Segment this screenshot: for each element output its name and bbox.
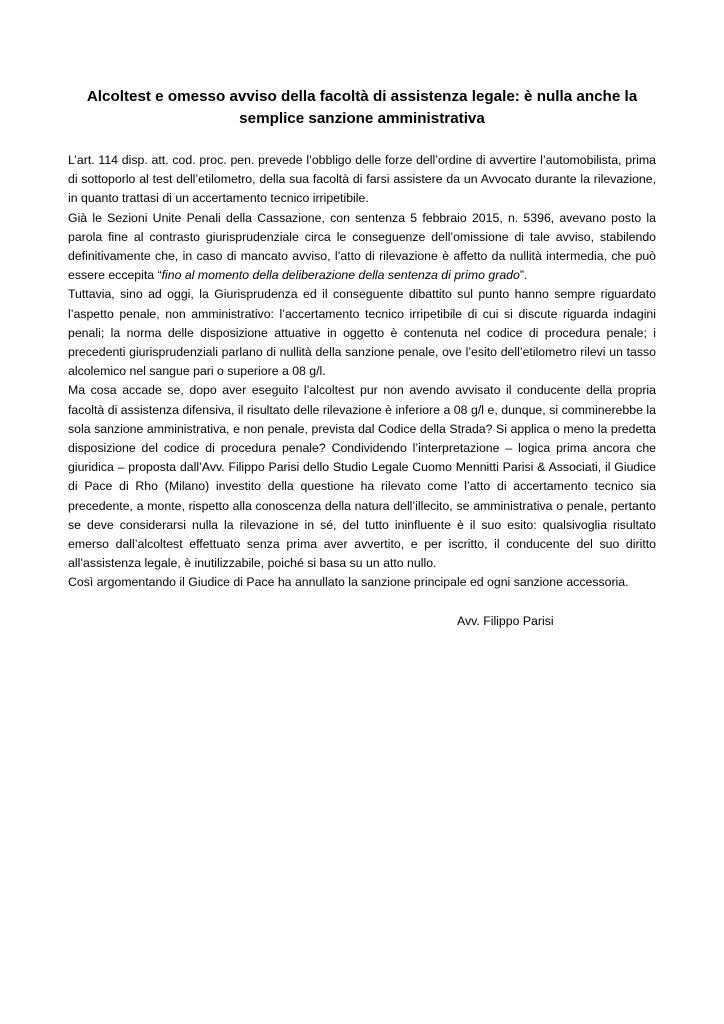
document-body: [68, 151, 656, 593]
paragraph-5: Così argomentando il Giudice di Pace ha annullato la sanzione principale ed ogni sanzione accessoria.: [68, 575, 629, 590]
document-title: [68, 86, 656, 130]
paragraph-2: [68, 209, 656, 286]
title-line-2: semplice sanzione amministrativa: [239, 110, 485, 127]
title-line-1: Alcoltest e omesso avviso della facoltà di assistenza legale: è nulla anche la: [86, 88, 638, 105]
paragraph-2-quote: fino al momento della deliberazione della sentenza di primo grado: [161, 268, 520, 283]
paragraph-1: L’art. 114 disp. att. cod. proc. pen. prevede l’obbligo delle forze dell’ordine di avvertire l’automobilista, prima di sottoporlo al test dell’etilometro, della sua facoltà di farsi assistere da un Avvocato durante la rilevazione, in quanto trattasi di un accertamento tecnico irripetibile.: [68, 153, 656, 206]
paragraph-4: Ma cosa accade se, dopo aver eseguito l’alcoltest pur non avendo avvisato il conducente della propria facoltà di assistenza difensiva, il risultato delle rilevazione è inferiore a 08 g/l e, dunque, si comminerebbe la sola sanzione amministrativa, e non penale, prevista dal Codice della Strada? Si applica o meno la predetta disposizione del codice di procedura penale? Condividendo l’interpretazione – logica prima ancora che giuridica – proposta dall’Avv. Filippo Parisi dello Studio Legale Cuomo Mennitti Parisi & Associati, il Giudice di Pace di Rho (Milano) investito della questione ha rilevato come l’atto di accertamento tecnico sia precedente, a monte, rispetto alla conoscenza della natura dell’illecito, se amministrativa o penale, pertanto se deve considerarsi nulla la rilevazione in sé, del tutto ininfluente è il suo esito: qualsivoglia risultato emerso dall’alcoltest effettuato senza prima aver avvertito, e per iscritto, il conducente del suo diritto all’assistenza legale, è inutilizzabile, poiché si basa su un atto nullo.: [68, 383, 656, 571]
paragraph-2-text-after: ”.: [519, 268, 528, 283]
paragraph-2-text-before: Già le Sezioni Unite Penali della Cassazione, con sentenza 5 febbraio 2015, n. 5396, avevano posto la parola fine al contrasto giurisprudenziale circa le conseguenze dell’omissione di tale avviso, stabilendo definitivamente che, in caso di mancato avviso, l’atto di rilevazione è affetto da nullità intermedia, che può essere eccepita “: [68, 210, 656, 283]
paragraph-3: Tuttavia, sino ad oggi, la Giurisprudenza ed il conseguente dibattito sul punto hanno sempre riguardato l’aspetto penale, non amministrativo: l’accertamento tecnico irripetibile di cui si discute riguarda indagini penali; la norma delle disposizione attuative in oggetto è contenuta nel codice di procedura penale; i precedenti giurisprudenziali parlano di nullità della sanzione penale, ove l’esito dell’etilometro rilevi un tasso alcolemico nel sangue pari o superiore a 08 g/l.: [68, 287, 656, 379]
signature: Avv. Filippo Parisi: [457, 613, 554, 628]
document-page: [68, 86, 656, 631]
